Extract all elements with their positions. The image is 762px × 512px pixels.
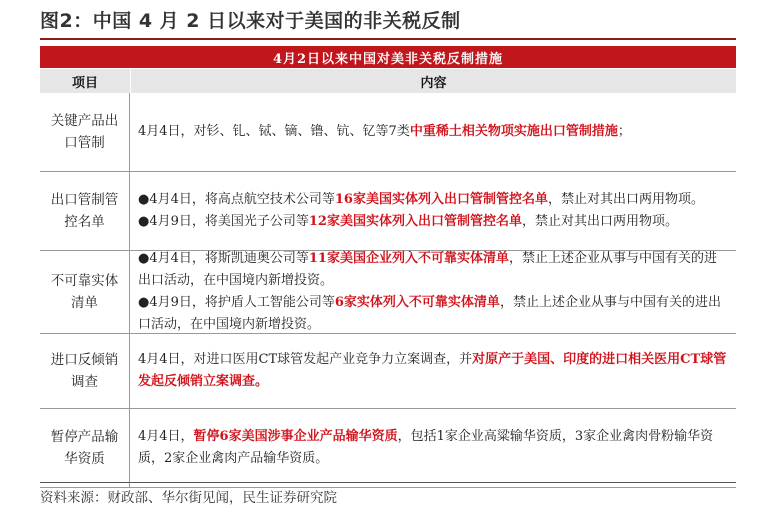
text-highlight: 12家美国实体列入出口管制管控名单 [308,214,522,229]
text-highlight: 6家实体列入不可靠实体清单 [334,295,500,310]
row-item [40,93,130,171]
text-highlight: 中重稀土相关物项实施出口管制措施 [409,124,618,139]
row-paragraph [138,121,728,143]
row-item [40,251,130,333]
text-normal: ●4月9日，将美国光子公司等 [138,214,309,229]
row-item-line1: 暂停产品输 [50,429,119,445]
measures-table [40,46,736,488]
row-item-line2: 口管制 [64,135,105,151]
table-row [40,93,736,172]
header-content: 内容 [420,75,447,91]
table-header [40,68,736,93]
row-paragraph [138,292,728,336]
row-item-line2: 控名单 [64,214,105,230]
table-row [40,334,736,409]
row-content [130,93,736,171]
text-normal: ，禁止上述企业从事与中国有关的进出口活动，在中国境内新增投资。 [138,295,721,332]
row-paragraph [138,189,728,211]
table-row [40,409,736,488]
source-note: 资料来源：财政部、华尔街见闻，民生证券研究院 [40,490,337,506]
text-normal: ，包括1家企业高粱输华资质，3家企业禽肉骨粉输华资质，2家企业禽肉产品输华资质。 [138,429,714,466]
row-content [130,409,736,487]
row-item-line1: 进口反倾销 [50,352,119,368]
text-normal: ●4月4日，将高点航空技术公司等 [138,192,335,207]
title-divider [40,38,736,40]
row-item-line2: 清单 [71,295,98,311]
text-highlight: 16家美国实体列入出口管制管控名单 [334,192,548,207]
text-normal: ●4月4日，将斯凯迪奥公司等 [138,251,309,266]
row-content [130,334,736,408]
row-item-line2: 调查 [71,374,98,390]
row-item-line1: 不可靠实体 [50,273,119,289]
row-paragraph [138,349,728,393]
row-content [130,251,736,333]
row-item [40,334,130,408]
row-item-line1: 关键产品出 [50,113,119,129]
header-item: 项目 [40,69,131,93]
table-row [40,251,736,334]
text-normal: ，禁止对其出口两用物项。 [521,214,678,229]
row-item [40,172,130,250]
row-item [40,409,130,487]
text-highlight: 11家美国企业列入不可靠实体清单 [308,251,509,266]
text-normal: ●4月9日，将护盾人工智能公司等 [138,295,335,310]
text-normal: 4月4日，对钐、钆、铽、镝、镥、钪、钇等7类 [138,124,410,139]
text-normal: ，禁止对其出口两用物项。 [547,192,704,207]
text-normal: 4月4日，对进口医用CT球管发起产业竞争力立案调查，并 [138,352,473,367]
row-item-line2: 华资质 [64,451,105,467]
row-item-line1: 出口管制管 [50,192,119,208]
row-content [130,172,736,250]
row-paragraph [138,248,728,292]
table-banner: 4月2日以来中国对美非关税反制措施 [40,46,736,68]
text-normal: ； [617,124,631,139]
figure-title: 图2：中国 4 月 2 日以来对于美国的非关税反制 [40,10,461,32]
table-row [40,172,736,251]
bottom-divider [40,482,736,483]
row-paragraph [138,211,728,233]
row-paragraph [138,426,728,470]
text-normal: 4月4日， [138,429,194,444]
text-normal: ，禁止上述企业从事与中国有关的进出口活动，在中国境内新增投资。 [138,251,717,288]
text-highlight: 暂停6家美国涉事企业产品输华资质 [193,429,398,444]
text-highlight: 对原产于美国、印度的进口相关医用CT球管发起反倾销立案调查。 [138,352,727,389]
